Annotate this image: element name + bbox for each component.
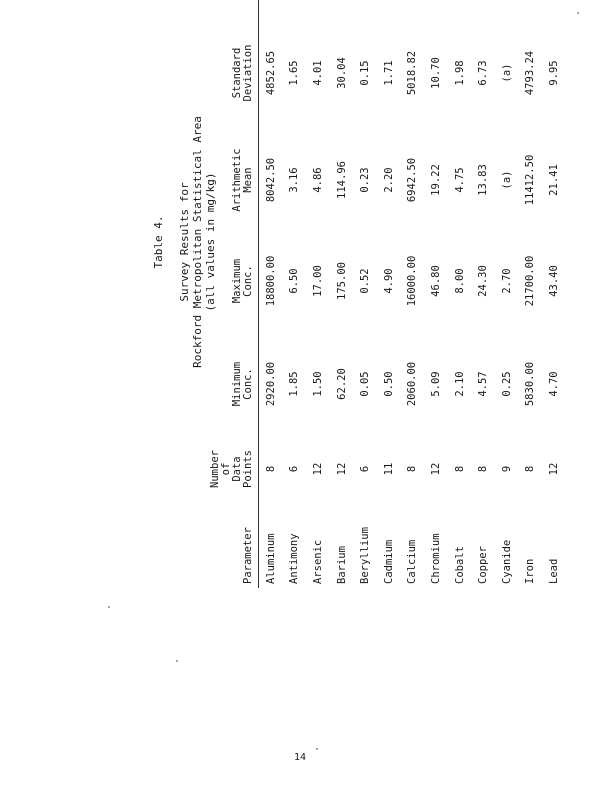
cell-maximum: 8.00 [453,268,466,294]
cell-parameter: Calcium [406,539,419,584]
header-parameter: Parameter [242,527,254,584]
page-number: 14 [294,752,307,763]
cell-std: 4793.24 [524,50,537,96]
cell-maximum: 24.30 [477,265,490,297]
cell-std: 6.73 [477,60,490,86]
cell-mean: 4.75 [453,167,466,193]
cell-maximum: 18800.00 [264,255,277,307]
table-row [306,0,330,588]
cell-median [471,0,495,18]
cell-minimum: 1.85 [288,371,301,397]
cell-maximum: 46.80 [429,265,442,297]
cell-median [353,0,377,18]
cell-maximum: 2.70 [500,268,513,294]
table-header-row [210,0,259,588]
cell-minimum: 2.10 [453,371,466,397]
cell-count: 8 [406,465,419,473]
cell-std: 10.70 [429,57,442,89]
table-row [471,0,495,588]
cell-parameter: Lead [547,558,560,584]
scan-speck [108,606,110,608]
cell-parameter: Cobalt [453,546,466,584]
cell-std: 1.65 [288,60,301,86]
cell-maximum: 175.00 [335,262,348,300]
cell-minimum: 2920.00 [264,361,277,407]
cell-count: 8 [524,465,537,473]
cell-std: 4.01 [311,60,324,86]
cell-minimum: 0.05 [359,371,372,397]
cell-std: 5018.82 [406,50,419,96]
table-number: Table 4. [152,215,165,269]
caption-line-3: (all values in mg/kg) [204,172,217,312]
rotated-table-block [92,0,560,602]
cell-median [377,0,401,18]
cell-count: 12 [429,462,442,476]
cell-parameter: Iron [524,558,537,584]
cell-mean: 6942.50 [406,157,419,203]
table-row [330,0,354,588]
header-median [210,0,259,18]
cell-mean: 21.41 [547,164,560,196]
cell-count: 12 [311,462,324,476]
scan-speck [577,12,579,14]
cell-std: 1.71 [382,60,395,86]
cell-count: 11 [382,462,395,476]
cell-median [259,0,283,18]
header-mean: Arithmetic Mean [231,148,254,212]
cell-mean: 3.16 [288,167,301,193]
cell-median [306,0,330,18]
cell-std: 4852.65 [264,50,277,96]
caption-line-2: Rockford Metropolitan Statistical Area [191,116,204,368]
cell-minimum: 4.70 [547,371,560,397]
cell-minimum: 1.50 [311,371,324,397]
cell-parameter: Antimony [288,533,301,584]
cell-count: 12 [547,462,560,476]
scan-speck [176,660,178,662]
cell-mean: 8042.50 [264,157,277,203]
cell-mean: 2.20 [382,167,395,193]
cell-mean: 19.22 [429,164,442,196]
cell-count: 8 [264,465,277,473]
cell-median [495,0,519,18]
cell-median [448,0,472,18]
cell-median [283,0,307,18]
cell-std: (a) [500,63,513,83]
cell-median [330,0,354,18]
cell-std: 30.04 [335,57,348,89]
cell-parameter: Cyanide [500,539,513,584]
cell-median [542,0,566,18]
cell-mean: 4.86 [311,167,324,193]
cell-minimum: 62.20 [335,368,348,400]
header-count: Number of Data Points [209,450,254,488]
cell-parameter: Copper [477,546,490,584]
cell-parameter: Cadmium [382,539,395,584]
header-std: Standard Deviation [231,44,254,102]
cell-count: 12 [335,462,348,476]
cell-count: 6 [288,465,301,473]
cell-maximum: 16000.00 [406,255,419,307]
table-row [283,0,307,588]
cell-count: 8 [453,465,466,473]
cell-maximum: 17.00 [311,265,324,297]
cell-parameter: Arsenic [311,539,324,584]
cell-minimum: 4.57 [477,371,490,397]
cell-count: 9 [500,465,513,473]
cell-parameter: Beryllium [359,527,372,584]
cell-median [424,0,448,18]
table-row [377,0,401,588]
cell-std: 1.98 [453,60,466,86]
cell-maximum: 4.90 [382,268,395,294]
cell-mean: 13.83 [477,164,490,196]
survey-results-table [210,0,566,588]
cell-median [401,0,425,18]
cell-parameter: Barium [335,546,348,584]
cell-maximum: 43.40 [547,265,560,297]
table-row [542,0,566,588]
cell-parameter: Chromium [429,533,442,584]
table-row [519,0,543,588]
cell-count: 8 [477,465,490,473]
cell-minimum: 0.50 [382,371,395,397]
cell-parameter: Aluminum [264,533,277,584]
cell-maximum: 21700.00 [524,255,537,307]
table-caption [152,0,217,602]
cell-minimum: 5830.00 [524,361,537,407]
cell-mean: 0.23 [359,167,372,193]
table-row [353,0,377,588]
cell-mean: (a) [500,170,513,190]
header-minimum: Minimum Conc. [231,361,254,407]
table-row [495,0,519,588]
cell-minimum: 2060.00 [406,361,419,407]
cell-minimum: 0.25 [500,371,513,397]
table-row [401,0,425,588]
scan-speck [316,748,318,750]
cell-mean: 11412.50 [524,154,537,206]
cell-mean: 114.96 [335,161,348,199]
cell-std: 9.95 [547,60,560,86]
cell-maximum: 0.52 [359,268,372,294]
cell-minimum: 5.09 [429,371,442,397]
table-row [448,0,472,588]
cell-count: 6 [359,465,372,473]
cell-std: 0.15 [359,60,372,86]
caption-line-1: Survey Results for [178,182,191,302]
cell-maximum: 6.50 [288,268,301,294]
cell-median [519,0,543,18]
header-maximum: Maximum Conc. [231,258,254,304]
table-row [424,0,448,588]
table-row [259,0,283,588]
